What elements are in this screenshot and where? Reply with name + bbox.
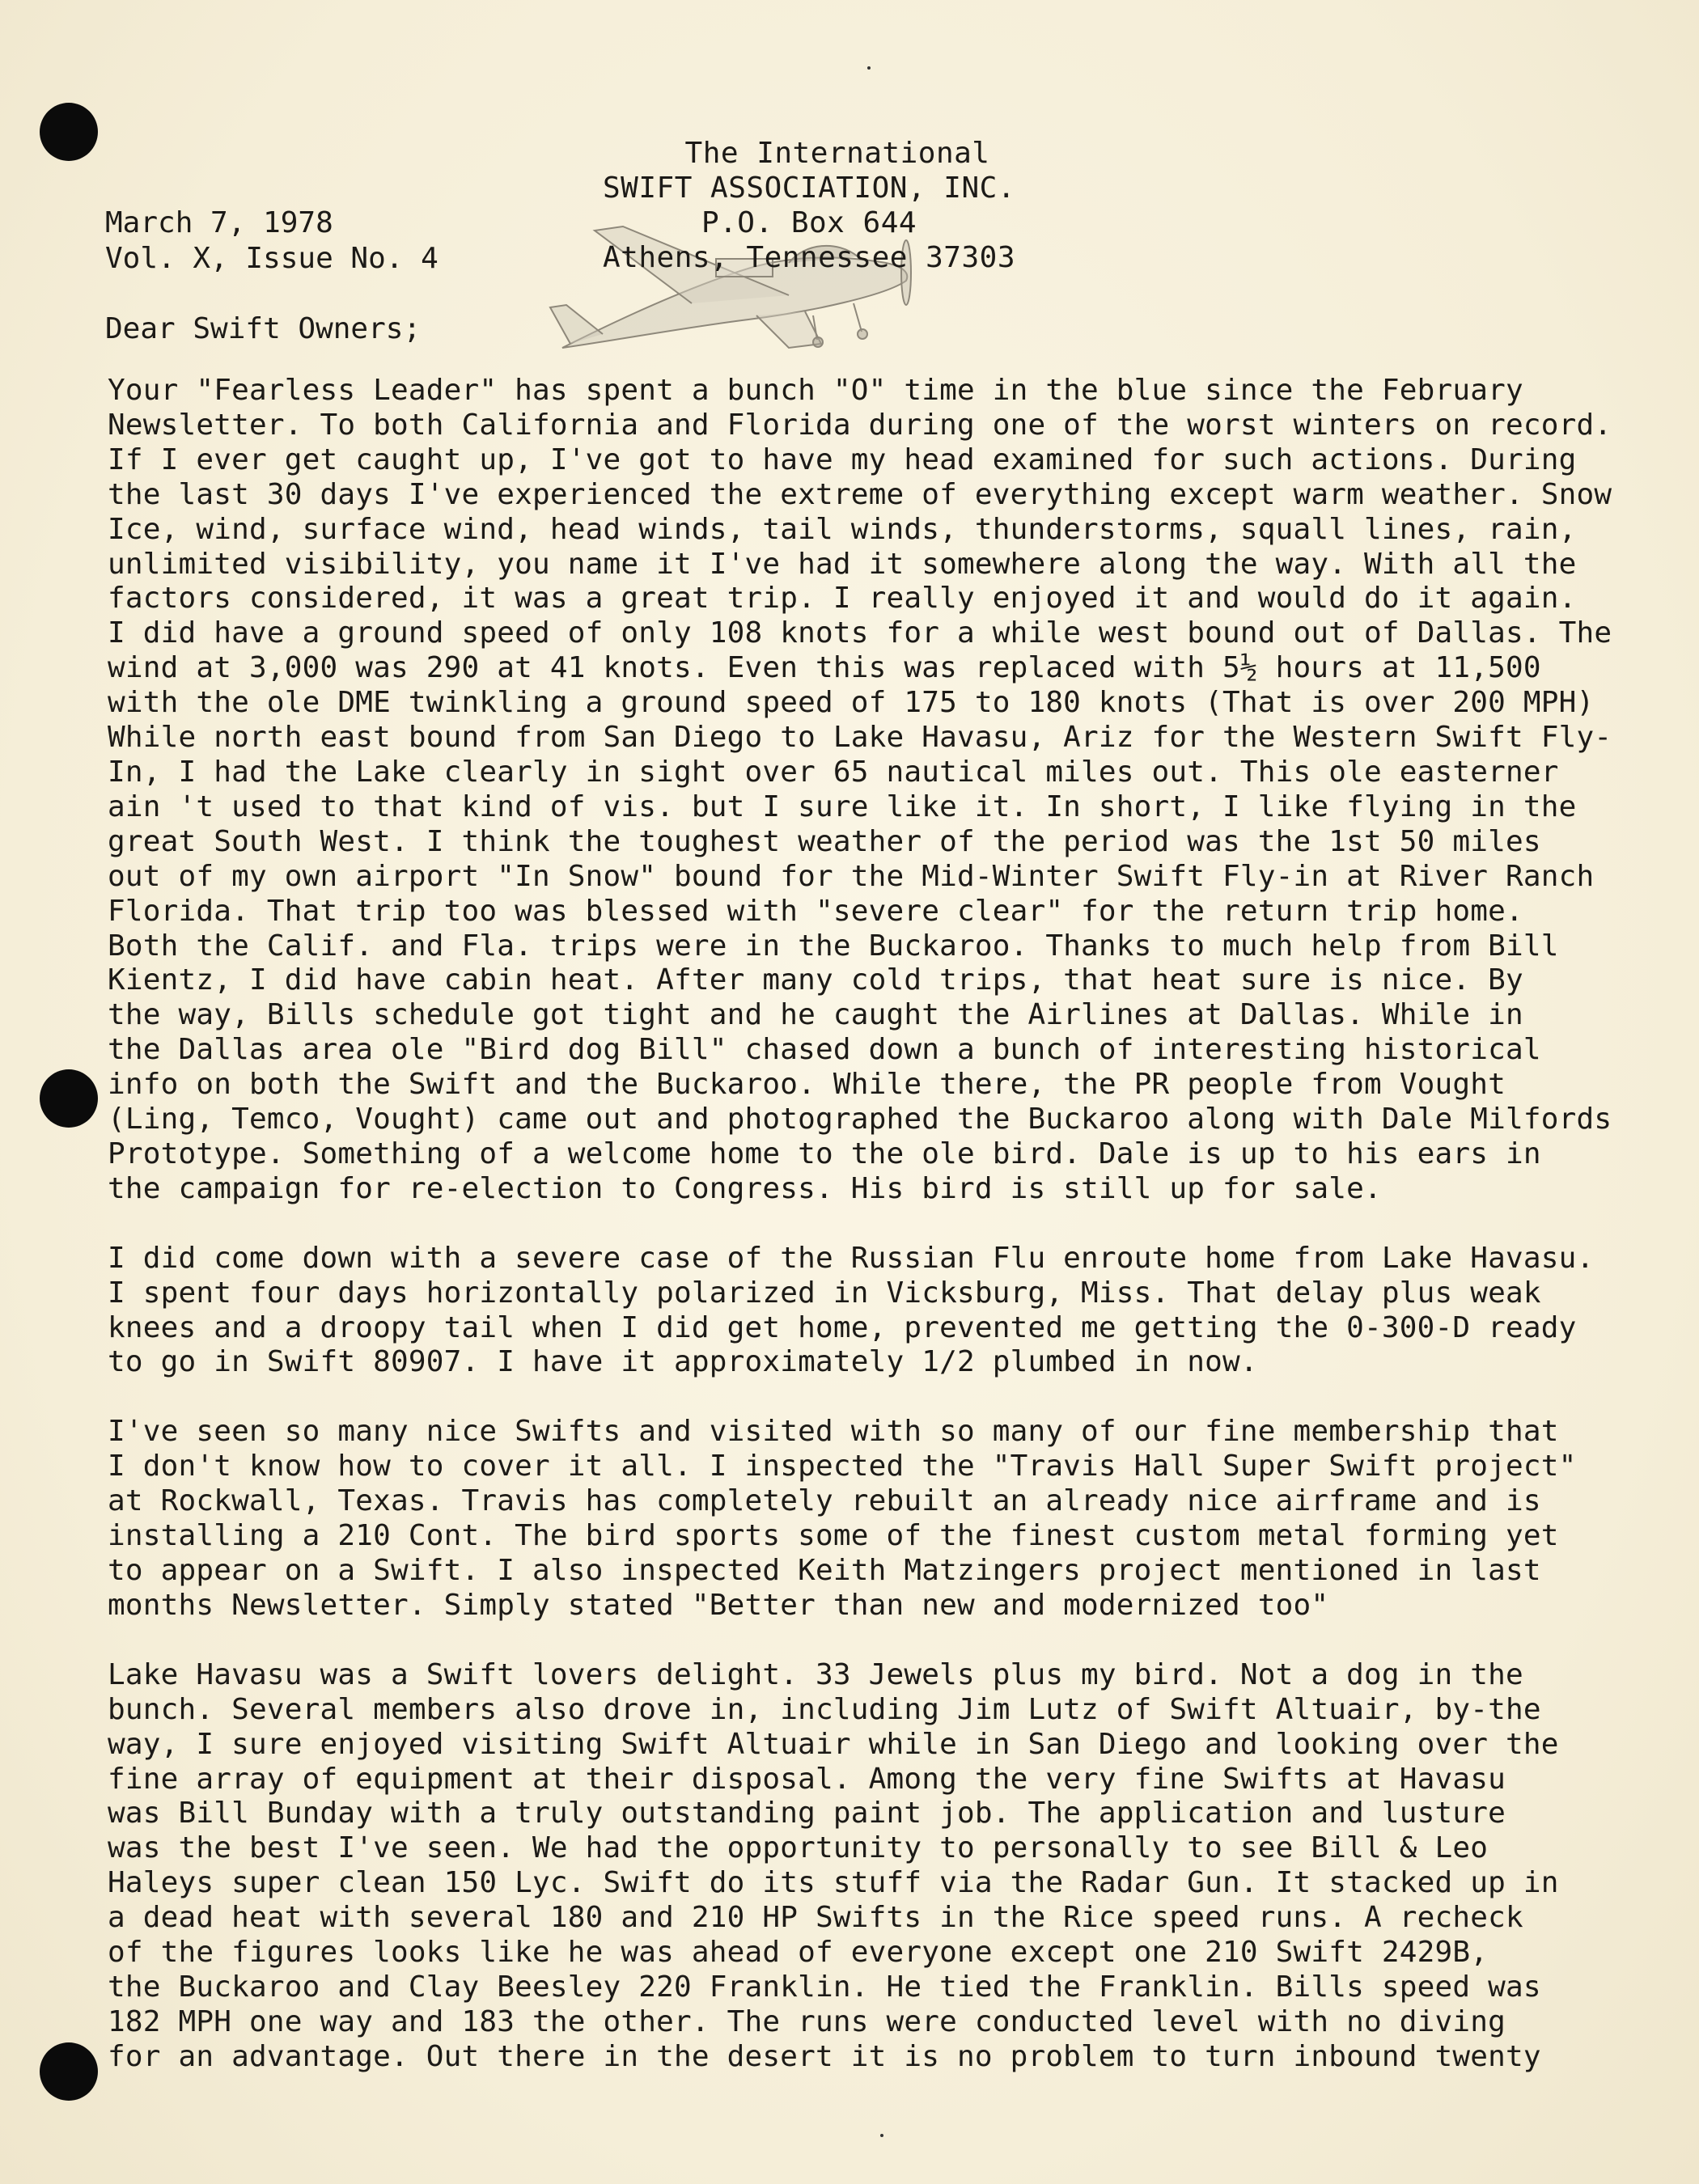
text-line: Lake Havasu was a Swift lovers delight. 33 Jewels plus my bird. Not a dog in the xyxy=(108,1657,1523,1691)
text-line: to appear on a Swift. I also inspected Keith Matzingers project mentioned in last xyxy=(108,1554,1541,1587)
text-line: fine array of equipment at their disposal. Among the very fine Swifts at Havasu xyxy=(108,1762,1506,1796)
paper-speck xyxy=(880,2134,883,2137)
date-block xyxy=(105,205,439,277)
text-line: Florida. That trip too was blessed with "severe clear" for the return trip home. xyxy=(108,894,1523,928)
text-line: of the figures looks like he was ahead of everyone except one 210 Swift 2429B, xyxy=(108,1936,1489,1970)
paragraph xyxy=(108,1242,1677,1381)
text-line: Prototype. Something of a welcome home to the ole bird. Dale is up to his ears in xyxy=(108,1136,1541,1170)
org-line-3: P.O. Box 644 xyxy=(701,206,917,239)
text-line: to go in Swift 80907. I have it approximately 1/2 plumbed in now. xyxy=(108,1345,1258,1379)
text-line: the way, Bills schedule got tight and he caught the Airlines at Dallas. While in xyxy=(108,998,1523,1032)
text-line: info on both the Swift and the Buckaroo. While there, the PR people from Vought xyxy=(108,1068,1506,1102)
text-line: great South West. I think the toughest weather of the period was the 1st 50 miles xyxy=(108,824,1541,858)
text-line: bunch. Several members also drove in, including Jim Lutz of Swift Altuair, by-the xyxy=(108,1692,1541,1726)
text-line: Haleys super clean 150 Lyc. Swift do its stuff via the Radar Gun. It stacked up in xyxy=(108,1866,1559,1900)
text-line: at Rockwall, Texas. Travis has completely rebuilt an already nice airframe and is xyxy=(108,1484,1541,1518)
text-line: I don't know how to cover it all. I inspected the "Travis Hall Super Swift project" xyxy=(108,1450,1577,1484)
text-line: (Ling, Temco, Vought) came out and photographed the Buckaroo along with Dale Milfords xyxy=(108,1103,1612,1136)
text-line: a dead heat with several 180 and 210 HP Swifts in the Rice speed runs. A recheck xyxy=(108,1901,1523,1935)
org-line-1: The International xyxy=(684,137,990,170)
text-line: I've seen so many nice Swifts and visited with so many of our fine membership that xyxy=(108,1415,1559,1449)
text-line: ain 't used to that kind of vis. but I sure like it. In short, I like flying in the xyxy=(108,789,1577,823)
text-line: with the ole DME twinkling a ground speed of 175 to 180 knots (That is over 200 MPH) xyxy=(108,686,1595,720)
issue-number: Vol. X, Issue No. 4 xyxy=(105,242,439,275)
text-line: I did have a ground speed of only 108 knots for a while west bound out of Dallas. The xyxy=(108,616,1612,650)
punch-hole-bottom xyxy=(40,2042,98,2101)
salutation: Dear Swift Owners; xyxy=(105,312,422,345)
text-line: Newsletter. To both California and Florida during one of the worst winters on record. xyxy=(108,408,1612,442)
text-line: Your "Fearless Leader" has spent a bunch "O" time in the blue since the February xyxy=(108,374,1523,407)
text-line: out of my own airport "In Snow" bound for the Mid-Winter Swift Fly-in at River Ranch xyxy=(108,859,1595,893)
text-line: factors considered, it was a great trip. I really enjoyed it and would do it again. xyxy=(108,582,1577,616)
organization-letterhead xyxy=(583,136,1036,275)
text-line: I spent four days horizontally polarized in Vicksburg, Miss. That delay plus weak xyxy=(108,1276,1541,1310)
text-line: Kientz, I did have cabin heat. After many cold trips, that heat sure is nice. By xyxy=(108,963,1523,997)
punch-hole-middle xyxy=(40,1069,98,1128)
org-line-2: SWIFT ASSOCIATION, INC. xyxy=(603,171,1015,205)
text-line: was the best I've seen. We had the opportunity to personally to see Bill & Leo xyxy=(108,1831,1489,1865)
text-line: was Bill Bunday with a truly outstanding paint job. The application and lusture xyxy=(108,1797,1506,1831)
text-line: If I ever get caught up, I've got to have my head examined for such actions. During xyxy=(108,442,1577,476)
text-line: the campaign for re-election to Congress. His bird is still up for sale. xyxy=(108,1171,1382,1205)
letter-date: March 7, 1978 xyxy=(105,206,333,239)
text-line: months Newsletter. Simply stated "Better than new and modernized too" xyxy=(108,1588,1329,1622)
text-line: Both the Calif. and Fla. trips were in the Buckaroo. Thanks to much help from Bill xyxy=(108,929,1559,963)
text-line: knees and a droopy tail when I did get home, prevented me getting the 0-300-D ready xyxy=(108,1310,1577,1344)
paper-speck xyxy=(867,66,871,70)
text-line: Ice, wind, surface wind, head winds, tail winds, thunderstorms, squall lines, rain, xyxy=(108,512,1577,546)
org-line-4: Athens, Tennessee 37303 xyxy=(603,241,1015,274)
text-line: 182 MPH one way and 183 the other. The runs were conducted level with no diving xyxy=(108,2004,1506,2038)
text-line: for an advantage. Out there in the desert it is no problem to turn inbound twenty xyxy=(108,2039,1541,2073)
text-line: the Dallas area ole "Bird dog Bill" chased down a bunch of interesting historical xyxy=(108,1033,1541,1067)
text-line: the last 30 days I've experienced the extreme of everything except warm weather. Snow xyxy=(108,477,1612,511)
text-line: unlimited visibility, you name it I've had it somewhere along the way. With all the xyxy=(108,547,1577,581)
text-line: In, I had the Lake clearly in sight over 65 nautical miles out. This ole easterner xyxy=(108,755,1559,789)
text-line: wind at 3,000 was 290 at 41 knots. Even this was replaced with 5½ hours at 11,500 xyxy=(108,651,1541,685)
text-line: installing a 210 Cont. The bird sports some of the finest custom metal forming yet xyxy=(108,1519,1559,1553)
text-line: way, I sure enjoyed visiting Swift Altuair while in San Diego and looking over the xyxy=(108,1727,1559,1761)
paragraph xyxy=(108,1658,1677,2075)
text-line: I did come down with a severe case of the Russian Flu enroute home from Lake Havasu. xyxy=(108,1241,1595,1275)
paragraph xyxy=(108,1415,1677,1623)
text-line: the Buckaroo and Clay Beesley 220 Franklin. He tied the Franklin. Bills speed was xyxy=(108,1970,1541,2004)
text-line: While north east bound from San Diego to Lake Havasu, Ariz for the Western Swift Fly- xyxy=(108,721,1612,755)
punch-hole-top xyxy=(40,103,98,161)
paragraph xyxy=(108,374,1677,1207)
letter-body xyxy=(108,374,1677,2110)
